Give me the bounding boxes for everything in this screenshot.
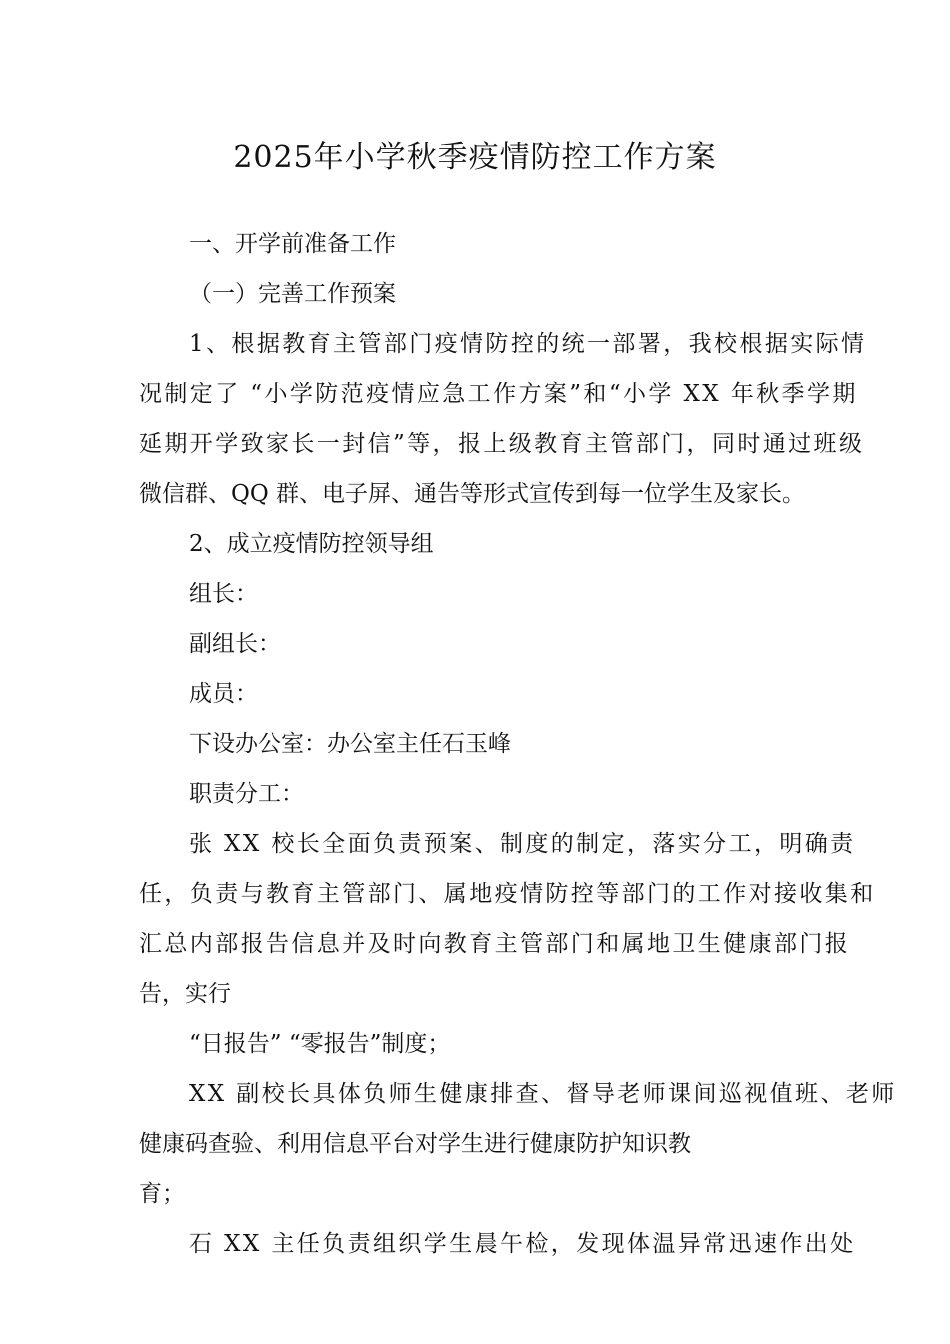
paragraph-line-text: 1、根据教育主管部门疫情防控的统一部署，我校根据实际情	[189, 331, 867, 357]
paragraph-line-text: 石 XX 主任负责组织学生晨午检，发现体温异常迅速作出处	[189, 1231, 856, 1257]
paragraph-line-text: 延期开学致家长一封信”等，报上级教育主管部门，同时通过班级	[139, 431, 865, 457]
section-heading: 一、开学前准备工作	[189, 231, 396, 257]
paragraph-line	[139, 878, 876, 910]
paragraph-line: 告，实行	[139, 981, 231, 1007]
paragraph-line-text: 汇总内部报告信息并及时向教育主管部门和属地卫生健康部门报	[139, 931, 851, 957]
subsection-heading: （一）完善工作预案	[189, 281, 396, 307]
paragraph-line-text: 张 XX 校长全面负责预案、制度的制定，落实分工，明确责	[189, 831, 856, 857]
paragraph-line	[189, 1228, 856, 1260]
paragraph-line: “日报告” “零报告”制度；	[189, 1031, 451, 1057]
role-label-members: 成员：	[189, 681, 258, 707]
paragraph-line	[139, 928, 851, 960]
paragraph-line-text: 况制定了 “小学防范疫情应急工作方案”和“小学 XX 年秋季学期	[139, 381, 858, 407]
document-title: 2025年小学秋季疫情防控工作方案	[233, 140, 717, 175]
paragraph-line	[189, 828, 856, 860]
paragraph-line	[189, 1078, 897, 1110]
paragraph-line	[189, 328, 867, 360]
office-line: 下设办公室：办公室主任石玉峰	[189, 731, 511, 757]
paragraph-line	[139, 428, 865, 460]
paragraph-line-text: XX 副校长具体负师生健康排查、督导老师课间巡视值班、老师	[189, 1081, 897, 1107]
paragraph-line: 微信群、QQ 群、电子屏、通告等形式宣传到每一位学生及家长。	[139, 481, 806, 507]
role-label-deputy: 副组长：	[189, 631, 281, 657]
paragraph-line: 健康码查验、利用信息平台对学生进行健康防护知识教	[139, 1131, 691, 1157]
duties-heading: 职责分工：	[189, 781, 304, 807]
paragraph-line: 育；	[139, 1181, 185, 1207]
paragraph-line-text: 任，负责与教育主管部门、属地疫情防控等部门的工作对接收集和	[139, 881, 876, 907]
role-label-leader: 组长：	[189, 581, 258, 607]
item-heading: 2、成立疫情防控领导组	[189, 531, 434, 557]
paragraph-line	[139, 378, 858, 410]
